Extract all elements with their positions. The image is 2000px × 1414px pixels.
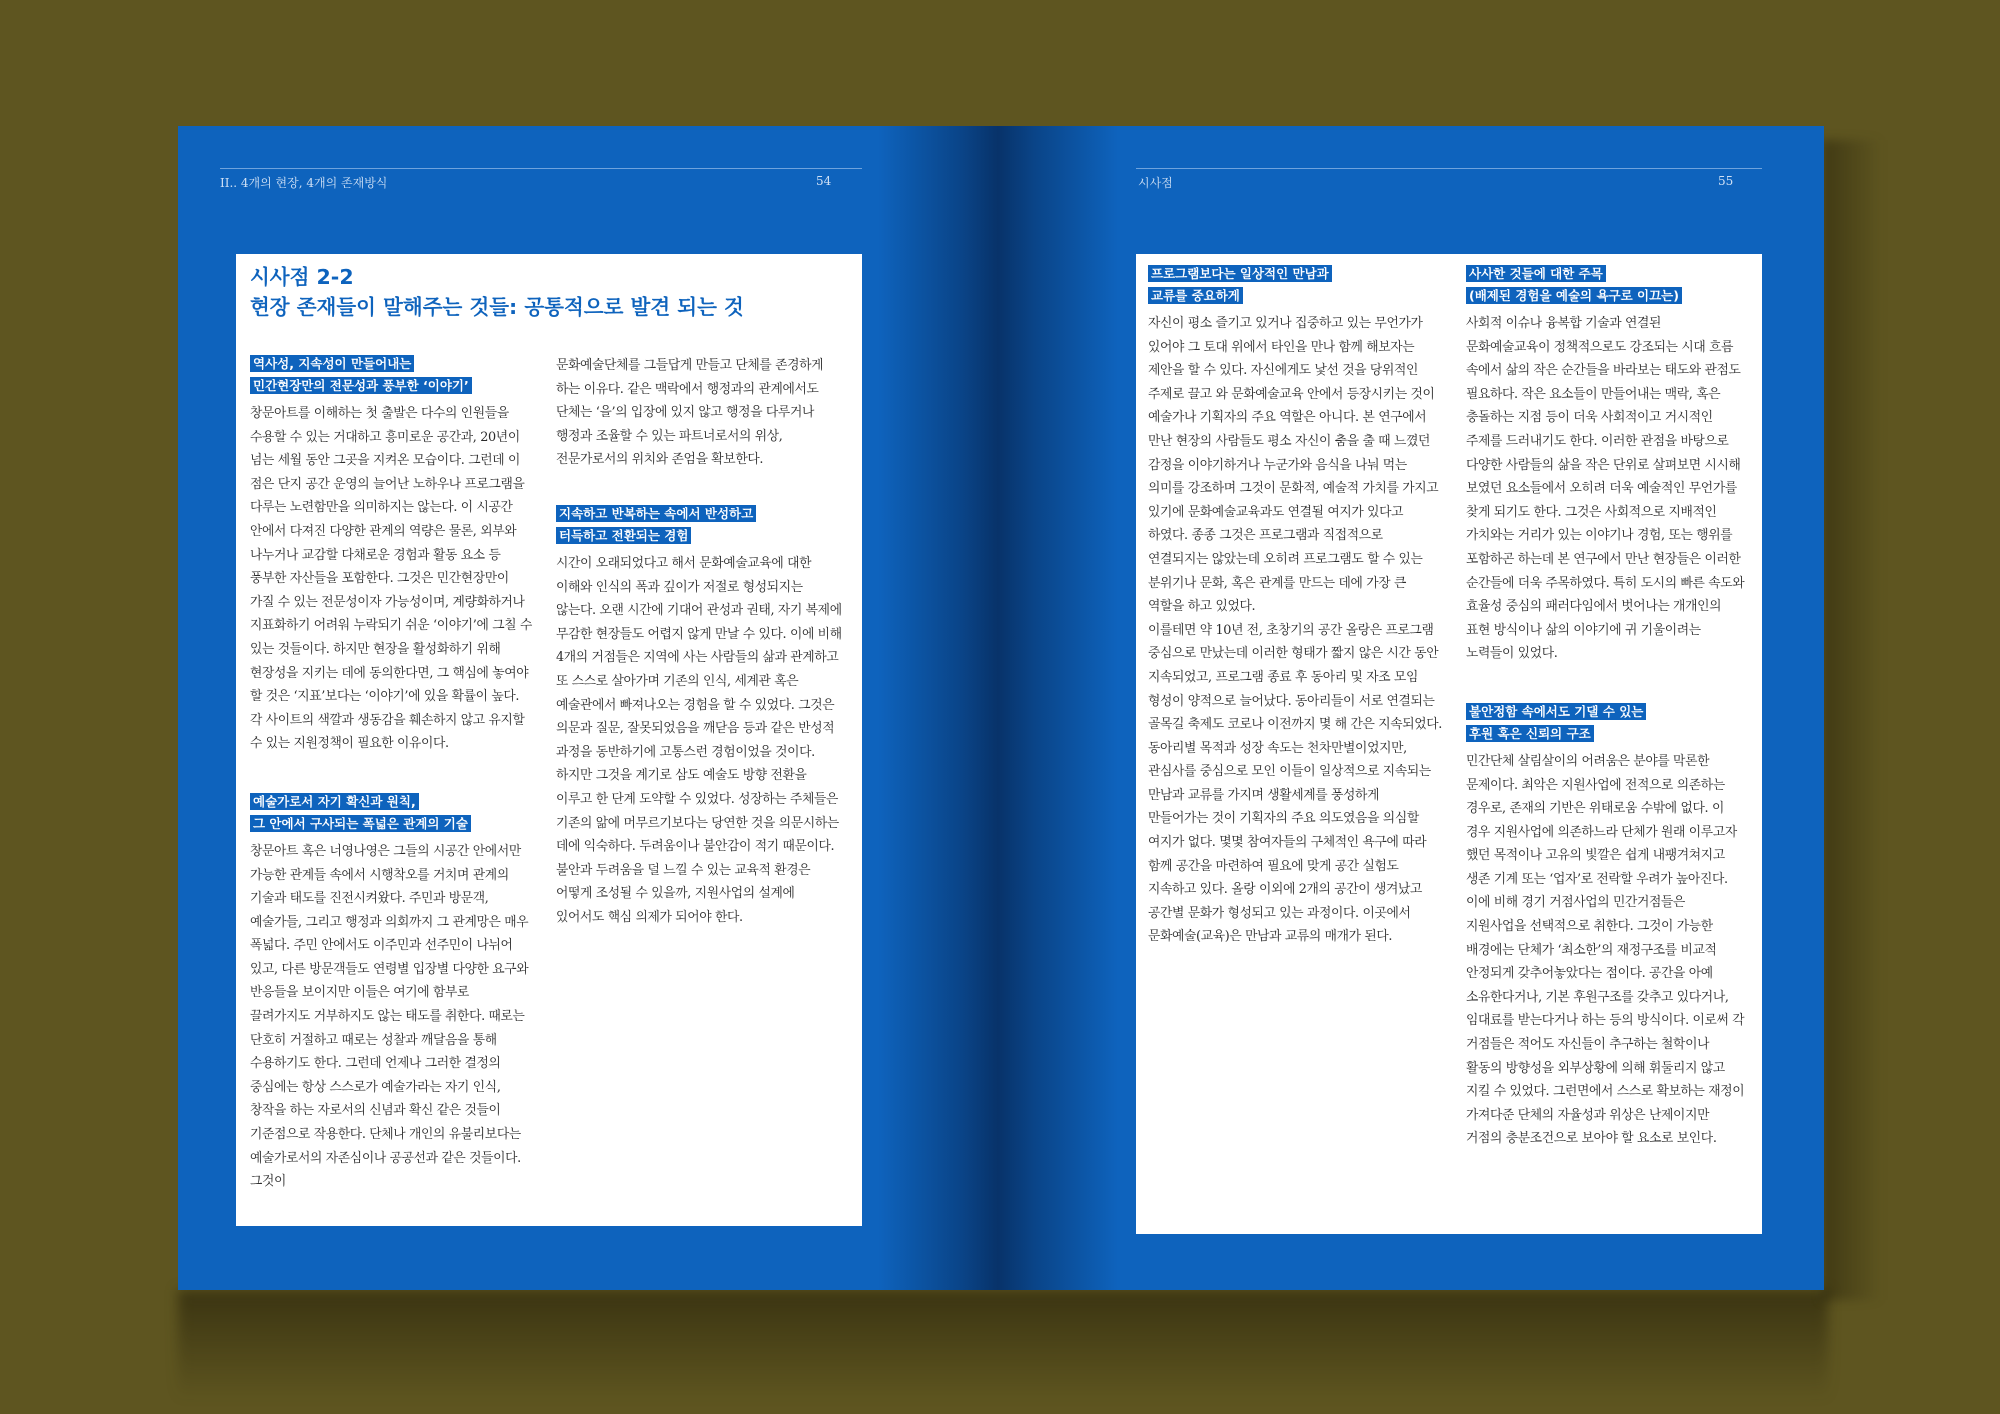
book-shadow — [178, 1290, 1828, 1400]
section-body-2: 이를테면 약 10년 전, 초창기의 공간 올랑은 프로그램 중심으로 만났는데 이러한 형태가 짧지 않은 시간 동안 지속되었고, 프로그램 종료 후 동아리 및 자조 모임 형성이 양적으로 늘어났다. 동아리들이 서로 연결되는 골목길 축제도 코로나 이전까지 몇 해 간은 지속되었다. 동아리별 목적과 성장 속도는 천차만별이었지만, 관심사를 중심으로 모인 이들이 일상적으로 지속되는 만남과 교류를 가지며 생활세계를 풍성하게 만들어가는 것이 기획자의 주요 의도였음을 의심할 여지가 없다. 몇몇 참여자들의 구체적인 욕구에 따라 함께 공간을 마련하여 필요에 맞게 공간 실험도 지속하고 있다. 올랑 이외에 2개의 공간이 생겨났고 공간별 문화가 형성되고 있는 과정이다. 이곳에서 문화예술(교육)은 만남과 교류의 매개가 된다. — [1148, 622, 1443, 945]
heading-line-1: 사사한 것들에 대한 주목 — [1466, 265, 1606, 282]
chapter-number: 시사점 2-2 — [250, 265, 354, 289]
left-column-1 — [250, 352, 532, 1228]
section-body: 민간단체 살림살이의 어려움은 분야를 막론한 문제이다. 최악은 지원사업에 전적으로 의존하는 경우로, 존재의 기반은 위태로움 수밖에 없다. 이 경우 지원사업에 의존하느라 단체가 원래 이루고자 했던 목적이나 고유의 빛깔은 쉽게 내팽겨쳐지고 생존 기계 또는 ‘업자’로 전락할 우려가 높아진다. 이에 비해 경기 거점사업의 민간거점들은 지원사업을 선택적으로 취한다. 그것이 가능한 배경에는 단체가 ‘최소한’의 재정구조를 비교적 안정되게 갖추어놓았다는 점이다. 공간을 아예 소유한다거나, 기본 후원구조를 갖추고 있다거나, 임대료를 받는다거나 하는 등의 방식이다. 이로써 각 거점들은 적어도 자신들이 추구하는 철학이나 활동의 방향성을 외부상황에 의해 휘둘리지 않고 지킬 수 있었다. 그런면에서 스스로 확보하는 재정이 가져다준 단체의 자율성과 위상은 난제이지만 거점의 충분조건으로 보아야 할 요소로 보인다. — [1466, 753, 1745, 1147]
section-body: 사회적 이슈나 융복합 기술과 연결된 문화예술교육이 정책적으로도 강조되는 시대 흐름 속에서 삶의 작은 순간들을 바라보는 태도와 관점도 필요하다. 작은 요소들이 만들어내는 맥락, 혹은 충돌하는 지점 등이 더욱 사회적이고 거시적인 주제를 드러내기도 한다. 이러한 관점을 바탕으로 다양한 사람들의 삶을 작은 단위로 살펴보면 시시해 보였던 요소들에서 오히려 더욱 예술적인 무언가를 찾게 되기도 한다. 그것은 사회적으로 지배적인 가치와는 거리가 있는 이야기나 경험, 또는 행위를 포함하곤 하는데 본 연구에서 만난 현장들은 이러한 순간들에 더욱 주목하였다. 특히 도시의 빠른 속도와 효율성 중심의 패러다임에서 벗어나는 개개인의 표현 방식이나 삶의 이야기에 귀 기울이려는 노력들이 있었다. — [1466, 316, 1745, 662]
section-reflection — [556, 502, 846, 930]
book-side-shadow — [1822, 140, 1882, 1300]
section-heading — [250, 790, 532, 834]
section-heritage — [250, 352, 532, 756]
chapter-title: 현장 존재들이 말해주는 것들: 공통적으로 발견 되는 것 — [250, 295, 744, 319]
section-support-structure — [1466, 700, 1748, 1151]
right-column-2 — [1466, 262, 1748, 1185]
right-running-header: 시사점 — [1138, 176, 1173, 190]
right-column-1 — [1148, 262, 1442, 983]
heading-line-1: 역사성, 지속성이 만들어내는 — [250, 355, 414, 372]
heading-line-2: 터득하고 전환되는 경험 — [556, 527, 691, 544]
section-body: 자신이 평소 즐기고 있거나 집중하고 있는 무언가가 있어야 그 토대 위에서 타인을 만나 함께 해보자는 제안을 할 수 있다. 자신에게도 낯선 것을 당위적인 주제로 끌고 와 문화예술교육 안에서 등장시키는 것이 예술가나 기획자의 주요 역할은 아니다. 본 연구에서 만난 현장의 사람들도 평소 자신이 춤을 출 때 느꼈던 감정을 이야기하거나 누군가와 음식을 나눠 먹는 의미를 강조하며 그것이 문화적, 예술적 가치를 가지고 있기에 문화예술교육과도 연결될 여지가 있다고 하였다. 종종 그것은 프로그램과 직접적으로 연결되지는 않았는데 오히려 프로그램도 할 수 있는 분위기나 문화, 혹은 관계를 만드는 데에 가장 큰 역할을 하고 있었다. — [1148, 316, 1439, 615]
heading-line-1: 불안정함 속에서도 기댈 수 있는 — [1466, 703, 1646, 720]
left-column-2 — [556, 354, 846, 963]
left-page-panel — [236, 254, 862, 1226]
right-page-number: 55 — [1718, 174, 1734, 188]
book-spread — [178, 126, 1824, 1290]
section-body: 문화예술단체를 그들답게 만들고 단체를 존경하게 하는 이유다. 같은 맥락에서 행정과의 관계에서도 단체는 ‘을’의 입장에 있지 않고 행정을 다루거나 행정과 조율할 수 있는 파트너로서의 위상, 전문가로서의 위치와 존엄을 확보한다. — [556, 358, 824, 468]
chapter-title-block — [250, 262, 810, 322]
section-continuation — [556, 354, 846, 472]
section-everyday-encounters — [1148, 262, 1442, 949]
section-heading — [1466, 262, 1748, 306]
heading-line-1: 예술가로서 자기 확신과 원칙, — [250, 793, 419, 810]
heading-line-2: 교류를 중요하게 — [1148, 287, 1243, 304]
section-heading — [250, 352, 532, 396]
book-gutter — [878, 126, 1118, 1290]
heading-line-1: 지속하고 반복하는 속에서 반성하고 — [556, 505, 756, 522]
section-trivial-things — [1466, 262, 1748, 666]
left-running-header: II.. 4개의 현장, 4개의 존재방식 — [220, 176, 388, 190]
heading-line-2: (배제된 경험을 예술의 욕구로 이끄는) — [1466, 287, 1682, 304]
heading-line-1: 프로그램보다는 일상적인 만남과 — [1148, 265, 1332, 282]
right-page-panel — [1136, 254, 1762, 1234]
section-heading — [1148, 262, 1442, 306]
section-artist-conviction — [250, 790, 532, 1194]
section-heading — [556, 502, 846, 546]
left-page-number: 54 — [816, 174, 832, 188]
section-heading — [1466, 700, 1748, 744]
heading-line-2: 그 안에서 구사되는 폭넓은 관계의 기술 — [250, 815, 471, 832]
section-body: 창문아트 혹은 너영나영은 그들의 시공간 안에서만 가능한 관계들 속에서 시행착오를 거치며 관계의 기술과 태도를 진전시켜왔다. 주민과 방문객, 예술가들, 그리고 행정과 의회까지 그 관계망은 매우 폭넓다. 주민 안에서도 이주민과 선주민이 나뉘어 있고, 다른 방문객들도 연령별 입장별 다양한 요구와 반응들을 보이지만 이들은 여기에 함부로 끌려가지도 거부하지도 않는 태도를 취한다. 때로는 단호히 거절하고 때로는 성찰과 깨달음을 통해 수용하기도 한다. 그런데 언제나 그러한 결정의 중심에는 항상 스스로가 예술가라는 자기 인식, 창작을 하는 자로서의 신념과 확신 같은 것들이 기준점으로 작용한다. 단체나 개인의 유불리보다는 예술가로서의 자존심이나 공공선과 같은 것들이다. 그것이 — [250, 843, 529, 1190]
section-body: 시간이 오래되었다고 해서 문화예술교육에 대한 이해와 인식의 폭과 깊이가 저절로 형성되지는 않는다. 오랜 시간에 기대어 관성과 권태, 자기 복제에 무감한 현장들도 어렵지 않게 만날 수 있다. 이에 비해 4개의 거점들은 지역에 사는 사람들의 삶과 관계하고 또 스스로 살아가며 기존의 인식, 세계관 혹은 예술관에서 빠져나오는 경험을 할 수 있었다. 그것은 의문과 질문, 잘못되었음을 깨닫음 등과 같은 반성적 과정을 동반하기에 고통스런 경험이었을 것이다. 하지만 그것을 계기로 삼도 예술도 방향 전환을 이루고 한 단계 도약할 수 있었다. 성장하는 주체들은 기존의 앎에 머무르기보다는 당연한 것을 의문시하는 데에 익숙하다. 두려움이나 불안감이 적기 때문이다. 불안과 두려움을 덜 느낄 수 있는 교육적 환경은 어떻게 조성될 수 있을까, 지원사업의 설계에 있어서도 핵심 의제가 되어야 한다. — [556, 555, 842, 925]
heading-line-2: 민간현장만의 전문성과 풍부한 ‘이야기’ — [250, 377, 472, 394]
heading-line-2: 후원 혹은 신뢰의 구조 — [1466, 725, 1594, 742]
right-header-rule — [1136, 168, 1762, 169]
section-body: 창문아트를 이해하는 첫 출발은 다수의 인원들을 수용할 수 있는 거대하고 흥미로운 공간과, 20년이 넘는 세월 동안 그곳을 지켜온 모습이다. 그런데 이 점은 단지 공간 운영의 늘어난 노하우나 프로그램을 다루는 노련함만을 의미하지는 않는다. 이 시공간 안에서 다져진 다양한 관계의 역량은 물론, 외부와 나누거나 교감할 다채로운 경험과 활동 요소 등 풍부한 자산들을 포함한다. 그것은 민간현장만이 가질 수 있는 전문성이자 가능성이며, 계량화하거나 지표화하기 어려워 누락되기 쉬운 ‘이야기’에 그칠 수 있는 것들이다. 하지만 현장을 활성화하기 위해 현장성을 지키는 데에 동의한다면, 그 핵심에 놓여야 할 것은 ‘지표’보다는 ‘이야기’에 있을 확률이 높다. 각 사이트의 색깔과 생동감을 훼손하지 않고 유지할 수 있는 지원정책이 필요한 이유이다. — [250, 406, 532, 752]
left-header-rule — [220, 168, 862, 169]
